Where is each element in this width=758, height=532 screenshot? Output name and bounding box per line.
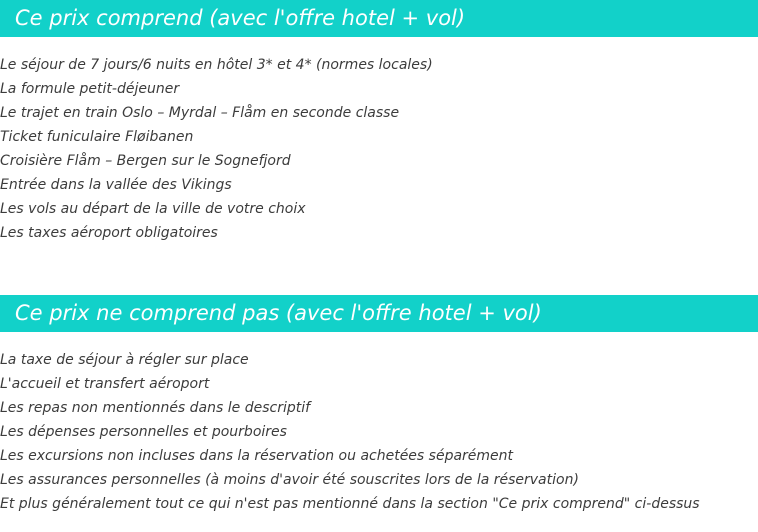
list-item: Les repas non mentionnés dans le descriptif xyxy=(0,400,311,416)
list-item: Entrée dans la vallée des Vikings xyxy=(0,177,232,193)
list-item: Les vols au départ de la ville de votre choix xyxy=(0,201,306,217)
list-item: Les assurances personnelles (à moins d'avoir été souscrites lors de la réservation) xyxy=(0,472,579,488)
list-item: La formule petit-déjeuner xyxy=(0,81,180,97)
list-item: Le trajet en train Oslo – Myrdal – Flåm en seconde classe xyxy=(0,105,400,121)
list-item: Croisière Flåm – Bergen sur le Sognefjord xyxy=(0,153,291,169)
excluded-list xyxy=(0,348,700,516)
list-item: L'accueil et transfert aéroport xyxy=(0,376,210,392)
included-list xyxy=(0,53,433,245)
excluded-section-title: Ce prix ne comprend pas (avec l'offre hotel + vol) xyxy=(0,295,758,332)
list-item: Le séjour de 7 jours/6 nuits en hôtel 3* et 4* (normes locales) xyxy=(0,57,433,73)
list-item: Ticket funiculaire Fløibanen xyxy=(0,129,194,145)
list-item: Les dépenses personnelles et pourboires xyxy=(0,424,287,440)
list-item: Les taxes aéroport obligatoires xyxy=(0,225,218,241)
list-item: La taxe de séjour à régler sur place xyxy=(0,352,249,368)
list-item: Les excursions non incluses dans la réservation ou achetées séparément xyxy=(0,448,514,464)
included-section-title: Ce prix comprend (avec l'offre hotel + vol) xyxy=(0,0,758,37)
list-item: Et plus généralement tout ce qui n'est pas mentionné dans la section "Ce prix comprend" ci-dessus xyxy=(0,496,700,512)
